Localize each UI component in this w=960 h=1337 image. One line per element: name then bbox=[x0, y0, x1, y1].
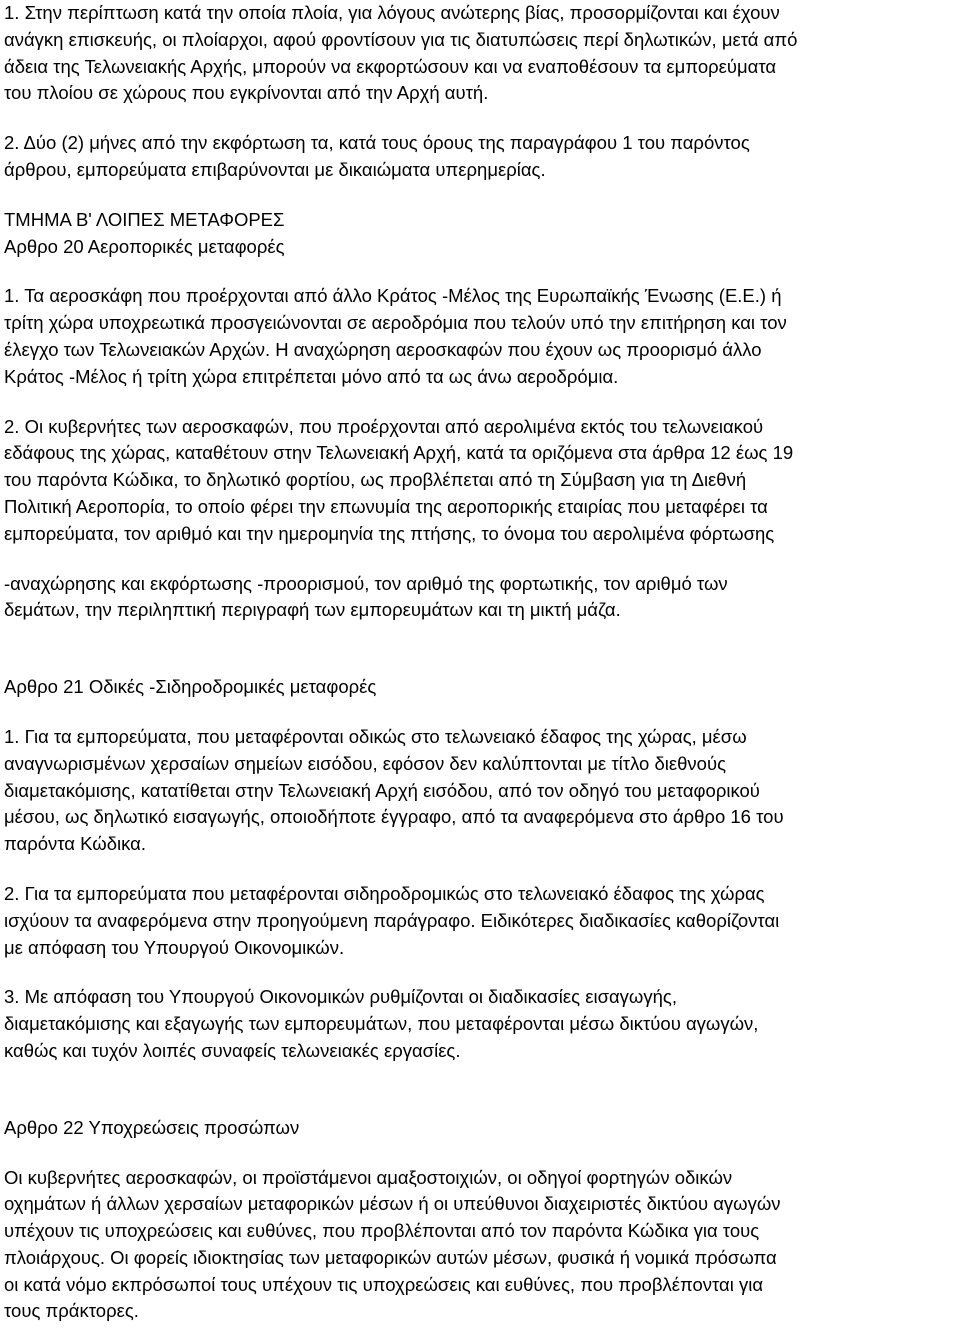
text-line: Πολιτική Αεροπορία, το οποίο φέρει την επωνυμία της αεροπορικής εταιρίας που μεταφέρει τα bbox=[4, 495, 768, 517]
article-21-paragraph-2 bbox=[4, 881, 954, 961]
text-line: υπέχουν τις υποχρεώσεις και ευθύνες, που προβλέπονται από τον παρόντα Κώδικα για τους bbox=[4, 1220, 760, 1242]
text-line: 1. Για τα εμπορεύματα, που μεταφέρονται οδικώς στο τελωνειακό έδαφος της χώρας, μέσω bbox=[4, 725, 747, 747]
text-line: καθώς και τυχόν λοιπές συναφείς τελωνειακές εργασίες. bbox=[4, 1039, 461, 1061]
article-21-paragraph-3 bbox=[4, 984, 954, 1064]
article-20-paragraph-1 bbox=[4, 283, 954, 390]
text-line: εμπορεύματα, τον αριθμό και την ημερομηνία της πτήσης, το όνομα του αερολιμένα φόρτωσης bbox=[4, 522, 775, 544]
text-line: μέσου, ως δηλωτικό εισαγωγής, οποιοδήποτε έγγραφο, από τα αναφερόμενα στο άρθρο 16 του bbox=[4, 806, 784, 828]
article-22-paragraph-1 bbox=[4, 1165, 954, 1326]
text-line: πλοιάρχους. Οι φορείς ιδιοκτησίας των μεταφορικών αυτών μέσων, φυσικά ή νομικά πρόσωπα bbox=[4, 1246, 777, 1268]
text-line: 1. Τα αεροσκάφη που προέρχονται από άλλο Κράτος -Μέλος της Ευρωπαϊκής Ένωσης (Ε.Ε.) ή bbox=[4, 285, 782, 307]
text-line: -αναχώρησης και εκφόρτωσης -προορισμού, τον αριθμό της φορτωτικής, τον αριθμό των bbox=[4, 572, 728, 594]
text-line: 1. Στην περίπτωση κατά την οποία πλοία, για λόγους ανώτερης βίας, προσορμίζονται και έχουν bbox=[4, 2, 780, 23]
text-line: με απόφαση του Υπουργού Οικονομικών. bbox=[4, 936, 345, 958]
text-line: αναγνωρισμένων χερσαίων σημείων εισόδου, εφόσον δεν καλύπτονται με τίτλο διεθνούς bbox=[4, 752, 727, 774]
text-line: οχημάτων ή άλλων χερσαίων μεταφορικών μέσων ή οι υπεύθυνοι διαχειριστές δικτύου αγωγών bbox=[4, 1193, 781, 1215]
text-line: διαμετακόμισης και εξαγωγής των εμπορευμάτων, που μεταφέρονται μέσω δικτύου αγωγών, bbox=[4, 1013, 759, 1035]
article-21-title: Αρθρο 21 Οδικές -Σιδηροδρομικές μεταφορές bbox=[4, 676, 377, 698]
text-line: 2. Οι κυβερνήτες των αεροσκαφών, που προέρχονται από αερολιμένα εκτός του τελωνειακού bbox=[4, 415, 764, 437]
text-line: ισχύουν τα αναφερόμενα στην προηγούμενη παράγραφο. Ειδικότερες διαδικασίες καθορίζονται bbox=[4, 909, 780, 931]
article-22-title: Αρθρο 22 Υποχρεώσεις προσώπων bbox=[4, 1116, 300, 1138]
text-line: παρόντα Κώδικα. bbox=[4, 833, 146, 855]
section-a-paragraph-1 bbox=[4, 0, 954, 107]
section-a-paragraph-2 bbox=[4, 130, 954, 184]
text-line: του παρόντα Κώδικα, το δηλωτικό φορτίου, ως προβλέπεται από τη Σύμβαση για τη Διεθνή bbox=[4, 469, 747, 491]
text-line: εδάφους της χώρας, καταθέτουν στην Τελωνειακή Αρχή, κατά τα οριζόμενα στα άρθρα 12 έως 19 bbox=[4, 442, 794, 464]
text-line: διαμετακόμισης, κατατίθεται στην Τελωνειακή Αρχή εισόδου, από τον οδηγό του μεταφορικού bbox=[4, 779, 760, 801]
text-line: Οι κυβερνήτες αεροσκαφών, οι προϊστάμενοι αμαξοστοιχιών, οι οδηγοί φορτηγών οδικών bbox=[4, 1166, 733, 1188]
part-heading: ΤΜΗΜΑ Β' ΛΟΙΠΕΣ ΜΕΤΑΦΟΡΕΣ bbox=[4, 208, 285, 230]
document-page bbox=[4, 0, 954, 1325]
text-line: τρίτη χώρα υποχρεωτικά προσγειώνονται σε αεροδρόμια που τελούν υπό την επιτήρηση και τον bbox=[4, 312, 787, 334]
article-21-paragraph-1 bbox=[4, 724, 954, 858]
text-line: δεμάτων, την περιληπτική περιγραφή των εμπορευμάτων και τη μικτή μάζα. bbox=[4, 599, 621, 621]
text-line: του πλοίου σε χώρους που εγκρίνονται από την Αρχή αυτή. bbox=[4, 82, 489, 104]
text-line: οι κατά νόμο εκπρόσωποί τους υπέχουν τις υποχρεώσεις και ευθύνες, που προβλέπονται για bbox=[4, 1273, 764, 1295]
text-line: άδεια της Τελωνειακής Αρχής, μπορούν να εκφορτώσουν και να εναποθέσουν τα εμπορεύματα bbox=[4, 55, 777, 77]
article-20-paragraph-3 bbox=[4, 571, 954, 625]
text-line: Κράτος -Μέλος ή τρίτη χώρα επιτρέπεται μόνο από τα ως άνω αεροδρόμια. bbox=[4, 365, 619, 387]
article-20-title: Αρθρο 20 Αεροπορικές μεταφορές bbox=[4, 235, 285, 257]
article-20-paragraph-2 bbox=[4, 414, 954, 548]
text-line: τους πράκτορες. bbox=[4, 1300, 139, 1322]
text-line: 3. Με απόφαση του Υπουργού Οικονομικών ρυθμίζονται οι διαδικασίες εισαγωγής, bbox=[4, 986, 677, 1008]
text-line: 2. Για τα εμπορεύματα που μεταφέρονται σιδηροδρομικώς στο τελωνειακό έδαφος της χώρας bbox=[4, 882, 765, 904]
text-line: άρθρου, εμπορεύματα επιβαρύνονται με δικαιώματα υπερημερίας. bbox=[4, 158, 546, 180]
text-line: έλεγχο των Τελωνειακών Αρχών. Η αναχώρηση αεροσκαφών που έχουν ως προορισμό άλλο bbox=[4, 338, 762, 360]
text-line: 2. Δύο (2) μήνες από την εκφόρτωση τα, κατά τους όρους της παραγράφου 1 του παρόντος bbox=[4, 132, 750, 154]
text-line: ανάγκη επισκευής, οι πλοίαρχοι, αφού φροντίσουν για τις διατυπώσεις περί δηλωτικών, μετά από bbox=[4, 28, 798, 50]
